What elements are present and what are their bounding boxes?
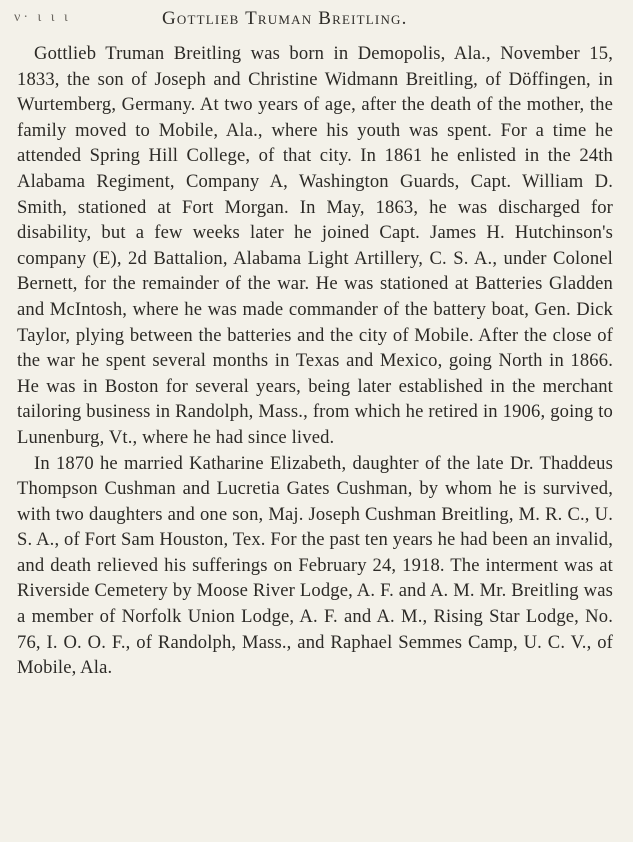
page-number: ν· ι ι ι	[14, 10, 71, 25]
paragraph-family: In 1870 he married Katharine Elizabeth, daughter of the late Dr. Thaddeus Thompson Cushman and Lucretia Gates Cushman, by whom he is survived, with two daughters and one son, Maj. Joseph Cushman Breitling, M. R. C., U. S. A., of Fort Sam Houston, Tex. For the past ten years he had been an invalid, and death relieved his sufferings on February 24, 1918. The interment was at Riverside Cemetery by Moose River Lodge, A. F. and A. M. Mr. Breitling was a member of Norfolk Union Lodge, A. F. and A. M., Rising Star Lodge, No. 76, I. O. O. F., of Randolph, Mass., and Raphael Semmes Camp, U. C. V., of Mobile, Ala.	[17, 452, 613, 679]
running-head: Gottlieb Truman Breitling.	[162, 8, 408, 29]
paragraph-biography: Gottlieb Truman Breitling was born in Demopolis, Ala., November 15, 1833, the son of Joseph and Christine Widmann Breitling, of Döffingen, in Wurtemberg, Germany. At two years of age, after the death of the mother, the family moved to Mobile, Ala., where his youth was spent. For a time he attended Spring Hill College, of that city. In 1861 he enlisted in the 24th Alabama Regiment, Company A, Washington Guards, Capt. William D. Smith, stationed at Fort Morgan. In May, 1863, he was discharged for disability, but a few weeks later he joined Capt. James H. Hutchinson's company (E), 2d Battalion, Alabama Light Artillery, C. S. A., under Colonel Bernett, for the remainder of the war. He was stationed at Batteries Gladden and McIntosh, where he was made commander of the battery boat, Gen. Dick Taylor, plying between the batteries and the city of Mobile. After the close of the war he spent several months in Texas and Mexico, going North in 1866. He was in Boston for several years, being later established in the merchant tailoring business in Randolph, Mass., from which he retired in 1906, going to Lunenburg, Vt., where he had since lived.	[17, 43, 613, 448]
body-text	[17, 41, 613, 681]
page-header	[0, 6, 633, 36]
